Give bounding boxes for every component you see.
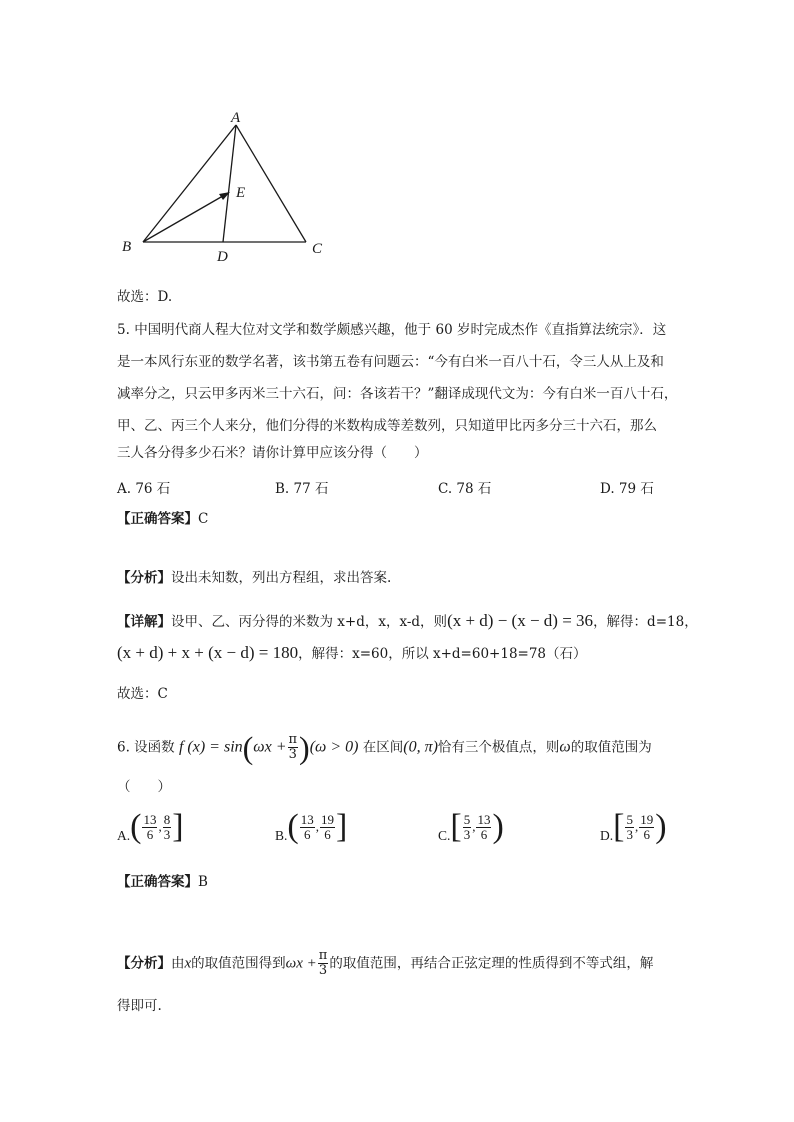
q6-interval: (0, π)	[403, 738, 438, 756]
q5-number: 5.	[117, 322, 130, 338]
q6-frac-b: $\frac{19}{6}$	[320, 811, 334, 842]
q6-frac-b: $\frac{8}{3}$	[163, 811, 171, 842]
q5-analysis-label: 【分析】	[117, 570, 171, 586]
vertex-label-d: D	[217, 249, 228, 265]
q6-text-extrema: 恰有三个极值点，则	[437, 739, 560, 756]
q5-line-1	[117, 320, 666, 340]
q6-analysis-text-c: 的取值范围，再结合正弦定理的性质得到不等式组，解	[329, 955, 654, 972]
q6-frac-b: $\frac{13}{6}$	[477, 811, 491, 842]
q6-bracket-left: (	[287, 808, 299, 845]
vertex-label-a: A	[231, 110, 241, 126]
q5-line-2: 是一本风行东亚的数学名著，该书第五卷有问题云：“今有白米一百八十石，令三人从上及和	[117, 354, 664, 370]
q5-line-3: 减率分之，只云甲多丙米三十六石，问：各该若干？”翻译成现代文为：今有白米一百八十石，	[117, 386, 678, 402]
q6-analysis-text-a: 由	[171, 955, 185, 972]
q5-option-d: D. 79 石	[600, 481, 654, 497]
q5-equation-2: (x + d) + x + (x − d) = 180	[117, 643, 299, 662]
q6-option-letter: A.	[117, 828, 131, 843]
edge-ac	[236, 125, 306, 242]
q5-conclusion: 故选：C	[117, 686, 168, 702]
q6-bracket-right: )	[655, 808, 667, 845]
edge-ab	[143, 125, 236, 242]
q5-detail-text-2: ，解得：x=60，所以 x+d=60+18=78（石）	[298, 646, 587, 662]
q6-analysis-expr: ωx +	[285, 955, 317, 972]
q6-analysis-line-2: 得即可.	[117, 998, 162, 1014]
q6-blank: （ ）	[117, 779, 171, 795]
q5-line-5: 三人各分得多少石米？请你计算甲应该分得（ ）	[117, 445, 428, 461]
q5-analysis-text: 设出未知数，列出方程组，求出答案.	[171, 570, 392, 586]
q6-number: 6. 设函数	[117, 739, 175, 756]
q5-option-c: C. 78 石	[438, 481, 492, 497]
q5-correct-answer	[117, 509, 208, 529]
q6-bracket-right: )	[492, 808, 504, 845]
q6-frac-a: $\frac{13}{6}$	[143, 811, 157, 842]
q6-stem	[117, 724, 652, 770]
q6-analysis-x: x	[184, 955, 192, 972]
vertex-label-c: C	[312, 241, 323, 257]
q6-omega: ω	[559, 738, 571, 756]
vertex-label-e: E	[236, 185, 246, 201]
q4-conclusion: 故选：D.	[117, 289, 173, 305]
q5-detail-text-1: 设甲、乙、丙分得的米数为 x+d，x，x-d，则	[171, 614, 448, 630]
q5-analysis	[117, 568, 391, 588]
q6-condition: (ω > 0)	[309, 738, 359, 756]
q6-frac-a: $\frac{5}{3}$	[463, 811, 471, 842]
q6-text-range: 的取值范围为	[570, 739, 652, 756]
triangle-figure	[110, 105, 340, 270]
q6-option-b: B. ( $\frac{13}{6}$ , $\frac{19}{6}$ ]	[275, 808, 348, 845]
q5-detail-label: 【详解】	[117, 614, 171, 630]
vector-be	[143, 193, 228, 242]
q6-paren-open: (	[242, 729, 254, 766]
q6-paren-close: )	[299, 729, 310, 766]
q6-frac-a: $\frac{5}{3}$	[626, 811, 633, 842]
q6-bracket-left: [	[613, 808, 625, 845]
segment-ad	[223, 125, 236, 242]
vertex-label-b: B	[122, 239, 132, 255]
q6-option-c: C. [ $\frac{5}{3}$ , $\frac{13}{6}$ )	[438, 808, 504, 845]
q5-line-4: 甲、乙、丙三个人来分，他们分得的米数构成等差数列，只知道甲比丙多分三十六石，那么	[117, 418, 657, 434]
q6-frac-b: $\frac{19}{6}$	[640, 811, 654, 842]
q6-answer-value: B	[198, 874, 208, 890]
q6-option-letter: B.	[275, 828, 288, 843]
q6-option-d: D. [ $\frac{5}{3}$ , $\frac{19}{6}$ )	[600, 808, 667, 845]
q6-analysis-pi-over-3: $\frac{\pi}{3}$	[318, 948, 328, 978]
q5-equation-1: (x + d) − (x − d) = 36	[447, 611, 594, 630]
q6-analysis-text-b: 的取值范围得到	[191, 955, 286, 972]
q5-answer-label: 【正确答案】	[117, 511, 198, 527]
q6-option-a: A. ( $\frac{13}{6}$ , $\frac{8}{3}$ ]	[117, 808, 184, 845]
q5-detail-line-2	[117, 641, 587, 666]
q6-frac-a: $\frac{13}{6}$	[300, 811, 314, 842]
q6-option-letter: D.	[600, 828, 614, 843]
q5-answer-value: C	[198, 511, 209, 527]
q5-text-1: 中国明代商人程大位对文学和数学颇感兴趣，他于 60 岁时完成杰作《直指算法统宗》．这	[134, 322, 667, 338]
q6-bracket-left: (	[130, 808, 142, 845]
q6-analysis-line-1	[117, 940, 653, 986]
q5-detail-line-1	[117, 609, 698, 634]
q6-bracket-right: ]	[172, 808, 184, 845]
q5-detail-text-1b: ，解得：d=18，	[593, 614, 698, 630]
q6-analysis-label: 【分析】	[117, 955, 171, 972]
q6-pi-over-3: $\frac{\pi}{3}$	[288, 732, 298, 762]
q6-option-letter: C.	[438, 828, 451, 843]
q6-answer-label: 【正确答案】	[117, 874, 198, 890]
q6-func-arg: ωx +	[253, 738, 287, 756]
q6-bracket-left: [	[450, 808, 462, 845]
q6-correct-answer	[117, 872, 208, 892]
q5-option-b: B. 77 石	[275, 481, 329, 497]
q6-func-lhs: f (x) = sin	[178, 738, 243, 756]
q6-bracket-right: ]	[335, 808, 348, 845]
q6-text-interval: 在区间	[362, 739, 404, 756]
q5-option-a: A. 76 石	[117, 481, 171, 497]
